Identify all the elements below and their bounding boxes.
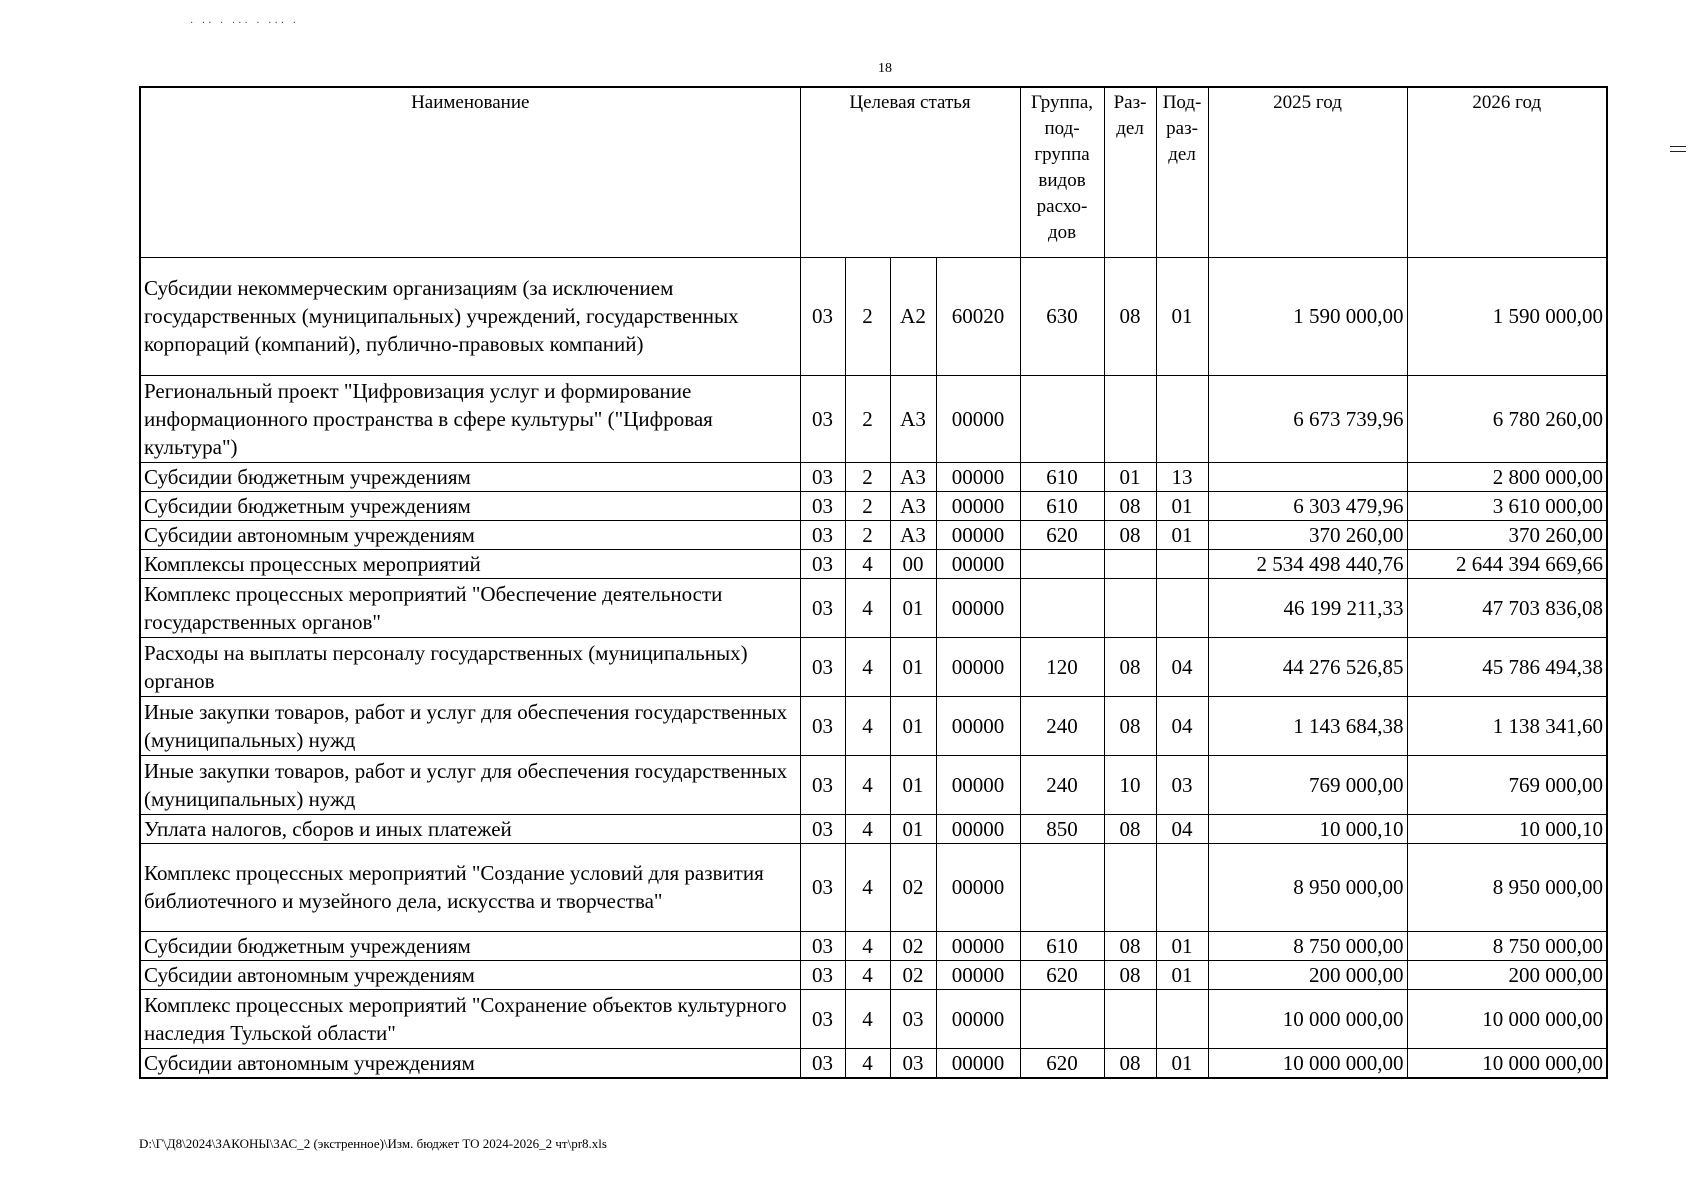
row-name: Субсидии бюджетным учреждениям [140, 931, 800, 960]
row-name: Расходы на выплаты персоналу государственных (муниципальных) органов [140, 637, 800, 696]
table-row [140, 578, 1607, 637]
target-c2: 4 [845, 960, 890, 989]
table-row [140, 814, 1607, 843]
target-c2: 2 [845, 257, 890, 375]
expense-group: 120 [1020, 637, 1104, 696]
row-name: Субсидии бюджетным учреждениям [140, 462, 800, 491]
row-name: Субсидии автономным учреждениям [140, 520, 800, 549]
section [1104, 578, 1156, 637]
target-c1: 03 [800, 1048, 845, 1078]
header-2025: 2025 год [1208, 87, 1407, 257]
section: 08 [1104, 960, 1156, 989]
target-c4: 00000 [936, 637, 1020, 696]
target-c3: А3 [890, 491, 936, 520]
target-c4: 60020 [936, 257, 1020, 375]
expense-group [1020, 843, 1104, 931]
target-c3: 01 [890, 637, 936, 696]
target-c2: 4 [845, 1048, 890, 1078]
subsection: 13 [1156, 462, 1208, 491]
target-c4: 00000 [936, 520, 1020, 549]
subsection: 04 [1156, 637, 1208, 696]
target-c4: 00000 [936, 989, 1020, 1048]
target-c2: 4 [845, 637, 890, 696]
amount-2025: 2 534 498 440,76 [1208, 549, 1407, 578]
target-c4: 00000 [936, 491, 1020, 520]
amount-2026: 45 786 494,38 [1407, 637, 1607, 696]
subsection: 04 [1156, 814, 1208, 843]
scan-side-mark [1670, 146, 1686, 152]
amount-2025: 10 000 000,00 [1208, 1048, 1407, 1078]
table-row [140, 843, 1607, 931]
target-c1: 03 [800, 960, 845, 989]
section: 08 [1104, 931, 1156, 960]
target-c3: 01 [890, 814, 936, 843]
target-c2: 2 [845, 375, 890, 462]
subsection: 03 [1156, 755, 1208, 814]
target-c4: 00000 [936, 462, 1020, 491]
section: 08 [1104, 1048, 1156, 1078]
expense-group: 610 [1020, 491, 1104, 520]
subsection: 04 [1156, 696, 1208, 755]
table-row [140, 375, 1607, 462]
target-c3: 01 [890, 755, 936, 814]
target-c2: 4 [845, 843, 890, 931]
target-c3: 02 [890, 960, 936, 989]
amount-2026: 10 000,10 [1407, 814, 1607, 843]
amount-2025: 10 000,10 [1208, 814, 1407, 843]
amount-2025: 44 276 526,85 [1208, 637, 1407, 696]
target-c3: 03 [890, 1048, 936, 1078]
target-c1: 03 [800, 462, 845, 491]
row-name: Субсидии автономным учреждениям [140, 960, 800, 989]
row-name: Региональный проект "Цифровизация услуг и формирование информационного пространства в сфере культуры" ("Цифровая культура") [140, 375, 800, 462]
section [1104, 843, 1156, 931]
table-row [140, 520, 1607, 549]
row-name: Субсидии автономным учреждениям [140, 1048, 800, 1078]
amount-2025: 1 143 684,38 [1208, 696, 1407, 755]
target-c1: 03 [800, 578, 845, 637]
target-c2: 2 [845, 520, 890, 549]
amount-2025: 46 199 211,33 [1208, 578, 1407, 637]
subsection: 01 [1156, 520, 1208, 549]
header-2026: 2026 год [1407, 87, 1607, 257]
amount-2025: 1 590 000,00 [1208, 257, 1407, 375]
section: 08 [1104, 491, 1156, 520]
target-c3: А2 [890, 257, 936, 375]
target-c3: 02 [890, 931, 936, 960]
section: 08 [1104, 637, 1156, 696]
amount-2026: 10 000 000,00 [1407, 1048, 1607, 1078]
section [1104, 989, 1156, 1048]
target-c4: 00000 [936, 814, 1020, 843]
subsection [1156, 578, 1208, 637]
table-row [140, 696, 1607, 755]
target-c4: 00000 [936, 755, 1020, 814]
table-row [140, 257, 1607, 375]
amount-2026: 2 800 000,00 [1407, 462, 1607, 491]
amount-2026: 1 590 000,00 [1407, 257, 1607, 375]
target-c2: 2 [845, 462, 890, 491]
amount-2026: 200 000,00 [1407, 960, 1607, 989]
row-name: Субсидии бюджетным учреждениям [140, 491, 800, 520]
amount-2025: 8 950 000,00 [1208, 843, 1407, 931]
amount-2025: 10 000 000,00 [1208, 989, 1407, 1048]
amount-2026: 8 750 000,00 [1407, 931, 1607, 960]
table-row [140, 960, 1607, 989]
row-name: Иные закупки товаров, работ и услуг для обеспечения государственных (муниципальных) нужд [140, 755, 800, 814]
target-c3: А3 [890, 462, 936, 491]
target-c1: 03 [800, 931, 845, 960]
table-row [140, 549, 1607, 578]
header-name: Наименование [140, 87, 800, 257]
target-c3: 03 [890, 989, 936, 1048]
page-number: 18 [878, 61, 892, 76]
target-c2: 4 [845, 755, 890, 814]
section: 01 [1104, 462, 1156, 491]
section: 08 [1104, 696, 1156, 755]
header-subsection: Под-раз-дел [1156, 87, 1208, 257]
amount-2026: 8 950 000,00 [1407, 843, 1607, 931]
target-c3: 01 [890, 578, 936, 637]
subsection: 01 [1156, 960, 1208, 989]
target-c4: 00000 [936, 375, 1020, 462]
footer-file-path: D:\Г\Д8\2024\ЗАКОНЫ\ЗАС_2 (экстренное)\Изм. бюджет ТО 2024-2026_2 чт\pr8.xls [139, 1136, 607, 1151]
target-c1: 03 [800, 755, 845, 814]
subsection [1156, 375, 1208, 462]
table-row [140, 491, 1607, 520]
subsection: 01 [1156, 491, 1208, 520]
amount-2026: 6 780 260,00 [1407, 375, 1607, 462]
target-c2: 4 [845, 814, 890, 843]
target-c3: 00 [890, 549, 936, 578]
amount-2025: 769 000,00 [1208, 755, 1407, 814]
subsection [1156, 549, 1208, 578]
section [1104, 549, 1156, 578]
subsection [1156, 843, 1208, 931]
section [1104, 375, 1156, 462]
expense-group [1020, 375, 1104, 462]
target-c1: 03 [800, 491, 845, 520]
table-row [140, 462, 1607, 491]
target-c1: 03 [800, 549, 845, 578]
header-section: Раз-дел [1104, 87, 1156, 257]
target-c3: А3 [890, 520, 936, 549]
target-c3: 02 [890, 843, 936, 931]
table-row [140, 637, 1607, 696]
amount-2025: 370 260,00 [1208, 520, 1407, 549]
target-c1: 03 [800, 696, 845, 755]
target-c2: 4 [845, 989, 890, 1048]
amount-2025: 6 673 739,96 [1208, 375, 1407, 462]
expense-group: 240 [1020, 755, 1104, 814]
section: 10 [1104, 755, 1156, 814]
amount-2025: 6 303 479,96 [1208, 491, 1407, 520]
target-c1: 03 [800, 520, 845, 549]
amount-2026: 370 260,00 [1407, 520, 1607, 549]
subsection: 01 [1156, 1048, 1208, 1078]
amount-2026: 10 000 000,00 [1407, 989, 1607, 1048]
target-c3: 01 [890, 696, 936, 755]
target-c2: 2 [845, 491, 890, 520]
row-name: Комплекс процессных мероприятий "Сохранение объектов культурного наследия Тульской области" [140, 989, 800, 1048]
target-c1: 03 [800, 375, 845, 462]
budget-table [139, 86, 1608, 1079]
target-c4: 00000 [936, 931, 1020, 960]
target-c1: 03 [800, 257, 845, 375]
row-name: Комплекс процессных мероприятий "Обеспечение деятельности государственных органов" [140, 578, 800, 637]
amount-2025: 200 000,00 [1208, 960, 1407, 989]
expense-group: 620 [1020, 960, 1104, 989]
section: 08 [1104, 814, 1156, 843]
scan-marks: · ·· · ··· · ··· · [190, 18, 299, 29]
target-c1: 03 [800, 989, 845, 1048]
amount-2026: 3 610 000,00 [1407, 491, 1607, 520]
target-c4: 00000 [936, 696, 1020, 755]
amount-2026: 1 138 341,60 [1407, 696, 1607, 755]
amount-2026: 769 000,00 [1407, 755, 1607, 814]
amount-2026: 2 644 394 669,66 [1407, 549, 1607, 578]
target-c1: 03 [800, 814, 845, 843]
amount-2025: 8 750 000,00 [1208, 931, 1407, 960]
target-c4: 00000 [936, 549, 1020, 578]
expense-group: 620 [1020, 1048, 1104, 1078]
table-row [140, 1048, 1607, 1078]
target-c1: 03 [800, 637, 845, 696]
row-name: Субсидии некоммерческим организациям (за исключением государственных (муниципальных) учреждений, государственных корпораций (компаний), публично-правовых компаний) [140, 257, 800, 375]
target-c4: 00000 [936, 578, 1020, 637]
expense-group: 610 [1020, 931, 1104, 960]
expense-group [1020, 549, 1104, 578]
row-name: Уплата налогов, сборов и иных платежей [140, 814, 800, 843]
table-body [140, 257, 1607, 1078]
amount-2025 [1208, 462, 1407, 491]
expense-group: 240 [1020, 696, 1104, 755]
expense-group: 850 [1020, 814, 1104, 843]
row-name: Иные закупки товаров, работ и услуг для обеспечения государственных (муниципальных) нужд [140, 696, 800, 755]
row-name: Комплекс процессных мероприятий "Создание условий для развития библиотечного и музейного дела, искусства и творчества" [140, 843, 800, 931]
table-header-row [140, 87, 1607, 257]
expense-group: 620 [1020, 520, 1104, 549]
subsection: 01 [1156, 931, 1208, 960]
subsection: 01 [1156, 257, 1208, 375]
table-row [140, 755, 1607, 814]
target-c2: 4 [845, 549, 890, 578]
expense-group: 610 [1020, 462, 1104, 491]
table-row [140, 989, 1607, 1048]
target-c2: 4 [845, 931, 890, 960]
row-name: Комплексы процессных мероприятий [140, 549, 800, 578]
section: 08 [1104, 257, 1156, 375]
amount-2026: 47 703 836,08 [1407, 578, 1607, 637]
target-c2: 4 [845, 578, 890, 637]
target-c4: 00000 [936, 843, 1020, 931]
target-c2: 4 [845, 696, 890, 755]
header-target: Целевая статья [800, 87, 1020, 257]
target-c1: 03 [800, 843, 845, 931]
expense-group [1020, 989, 1104, 1048]
section: 08 [1104, 520, 1156, 549]
target-c3: А3 [890, 375, 936, 462]
table-row [140, 931, 1607, 960]
target-c4: 00000 [936, 1048, 1020, 1078]
expense-group: 630 [1020, 257, 1104, 375]
header-group: Группа, под-группа видов расхо-дов [1020, 87, 1104, 257]
target-c4: 00000 [936, 960, 1020, 989]
subsection [1156, 989, 1208, 1048]
expense-group [1020, 578, 1104, 637]
